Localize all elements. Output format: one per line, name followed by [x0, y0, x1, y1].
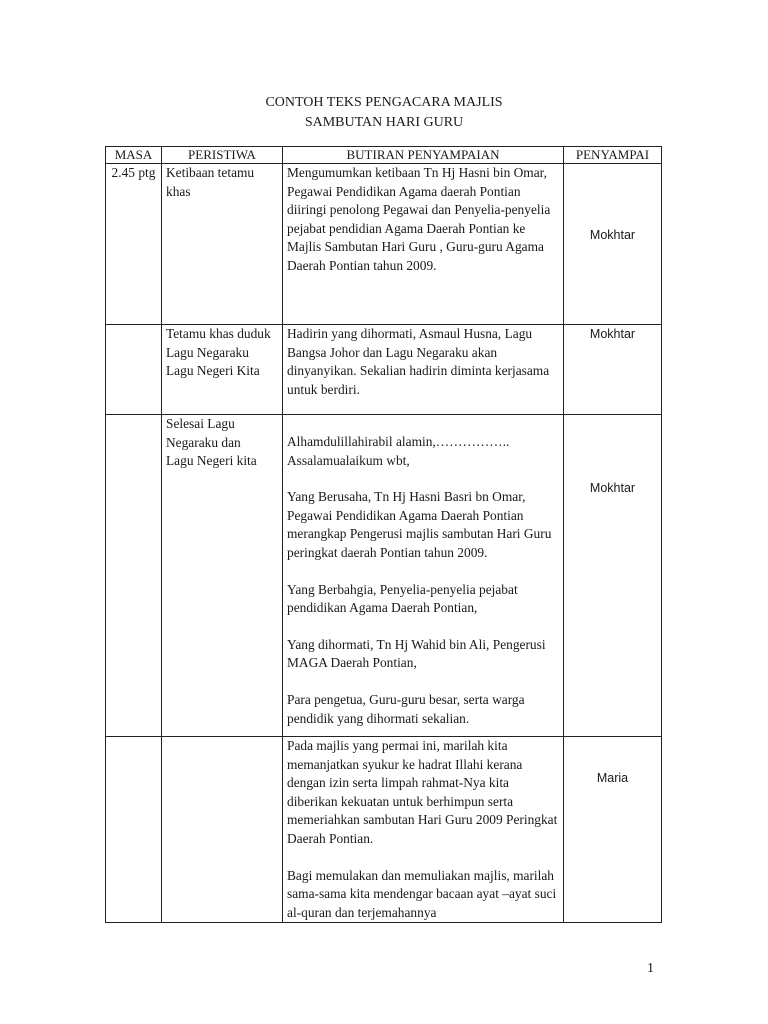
page-number: 1	[647, 961, 654, 976]
table-row	[106, 164, 662, 325]
schedule-table	[105, 146, 662, 923]
peristiwa-line: Tetamu khas duduk	[166, 326, 271, 341]
peristiwa-line: Lagu Negaraku	[166, 344, 249, 360]
cell-butiran	[283, 325, 564, 415]
penyampai-name: Mokhtar	[589, 228, 636, 242]
cell-masa	[106, 737, 162, 923]
header-penyampai: PENYAMPAI	[564, 147, 662, 164]
butiran-paragraph: Mengumumkan ketibaan Tn Hj Hasni bin Omar, Pegawai Pendidikan Agama daerah Pontian diiringi penolong Pegawai dan Penyelia-penyelia pejabat pendidian Agama Daerah Pontian ke Majlis Sambutan Hari Guru , Guru-guru Agama Daerah Pontian tahun 2009.	[287, 165, 551, 273]
butiran-paragraph: Pada majlis yang permai ini, marilah kita memanjatkan syukur ke hadrat Illahi kerana dengan izin serta limpah rahmat-Nya kita diberikan kekuatan untuk berhimpun serta memeriahkan sambutan Hari Guru 2009 Peringkat Daerah Pontian.	[287, 738, 558, 846]
cell-masa	[106, 415, 162, 737]
table-row	[106, 415, 662, 737]
peristiwa-line: Lagu Negeri Kita	[166, 363, 260, 379]
butiran-paragraph: Para pengetua, Guru-guru besar, serta warga pendidik yang dihormati sekalian.	[287, 691, 525, 726]
penyampai-name: Mokhtar	[589, 327, 636, 341]
cell-masa	[106, 325, 162, 415]
butiran-paragraph: Hadirin yang dihormati, Asmaul Husna, Lagu Bangsa Johor dan Lagu Negaraku akan dinyanyikan. Sekalian hadirin diminta kerjasama untuk berdiri.	[287, 326, 550, 397]
table-header-row	[106, 147, 662, 164]
cell-butiran	[283, 415, 564, 737]
cell-penyampai	[564, 325, 662, 415]
butiran-paragraph: Yang Berbahgia, Penyelia-penyelia pejabat pendidikan Agama Daerah Pontian,	[287, 581, 518, 616]
cell-peristiwa	[162, 415, 283, 737]
cell-butiran	[283, 164, 564, 325]
cell-peristiwa	[162, 737, 283, 923]
cell-butiran	[283, 737, 564, 923]
penyampai-name: Maria	[596, 771, 629, 785]
title-line-1: CONTOH TEKS PENGACARA MAJLIS	[265, 95, 503, 110]
cell-penyampai	[564, 164, 662, 325]
title-line-2: SAMBUTAN HARI GURU	[304, 115, 464, 130]
butiran-paragraph: Yang Berusaha, Tn Hj Hasni Basri bn Omar, Pegawai Pendidikan Agama Daerah Pontian merangkap Pengerusi majlis sambutan Hari Guru peringkat daerah Pontian tahun 2009.	[287, 489, 552, 560]
cell-peristiwa	[162, 325, 283, 415]
butiran-greeting: Alhamdulillahirabil alamin,……………..	[287, 434, 510, 449]
penyampai-name: Mokhtar	[589, 481, 636, 495]
header-masa: MASA	[106, 147, 162, 164]
peristiwa-line: Selesai Lagu Negaraku dan	[166, 416, 241, 450]
cell-peristiwa: Ketibaan tetamu khas	[162, 164, 283, 325]
peristiwa-line: Lagu Negeri kita	[166, 453, 257, 469]
butiran-paragraph: Yang dihormati, Tn Hj Wahid bin Ali, Pengerusi MAGA Daerah Pontian,	[287, 636, 546, 671]
cell-penyampai	[564, 737, 662, 923]
table-row	[106, 325, 662, 415]
butiran-paragraph: Bagi memulakan dan memuliakan majlis, marilah sama-sama kita mendengar bacaan ayat –ayat suci al-quran dan terjemahannya	[287, 867, 557, 920]
cell-masa: 2.45 ptg	[106, 164, 162, 325]
butiran-greeting: Assalamualaikum wbt,	[287, 452, 410, 468]
header-peristiwa: PERISTIWA	[162, 147, 283, 164]
cell-penyampai	[564, 415, 662, 737]
document-title	[0, 93, 768, 133]
header-butiran: BUTIRAN PENYAMPAIAN	[283, 147, 564, 164]
table-row	[106, 737, 662, 923]
